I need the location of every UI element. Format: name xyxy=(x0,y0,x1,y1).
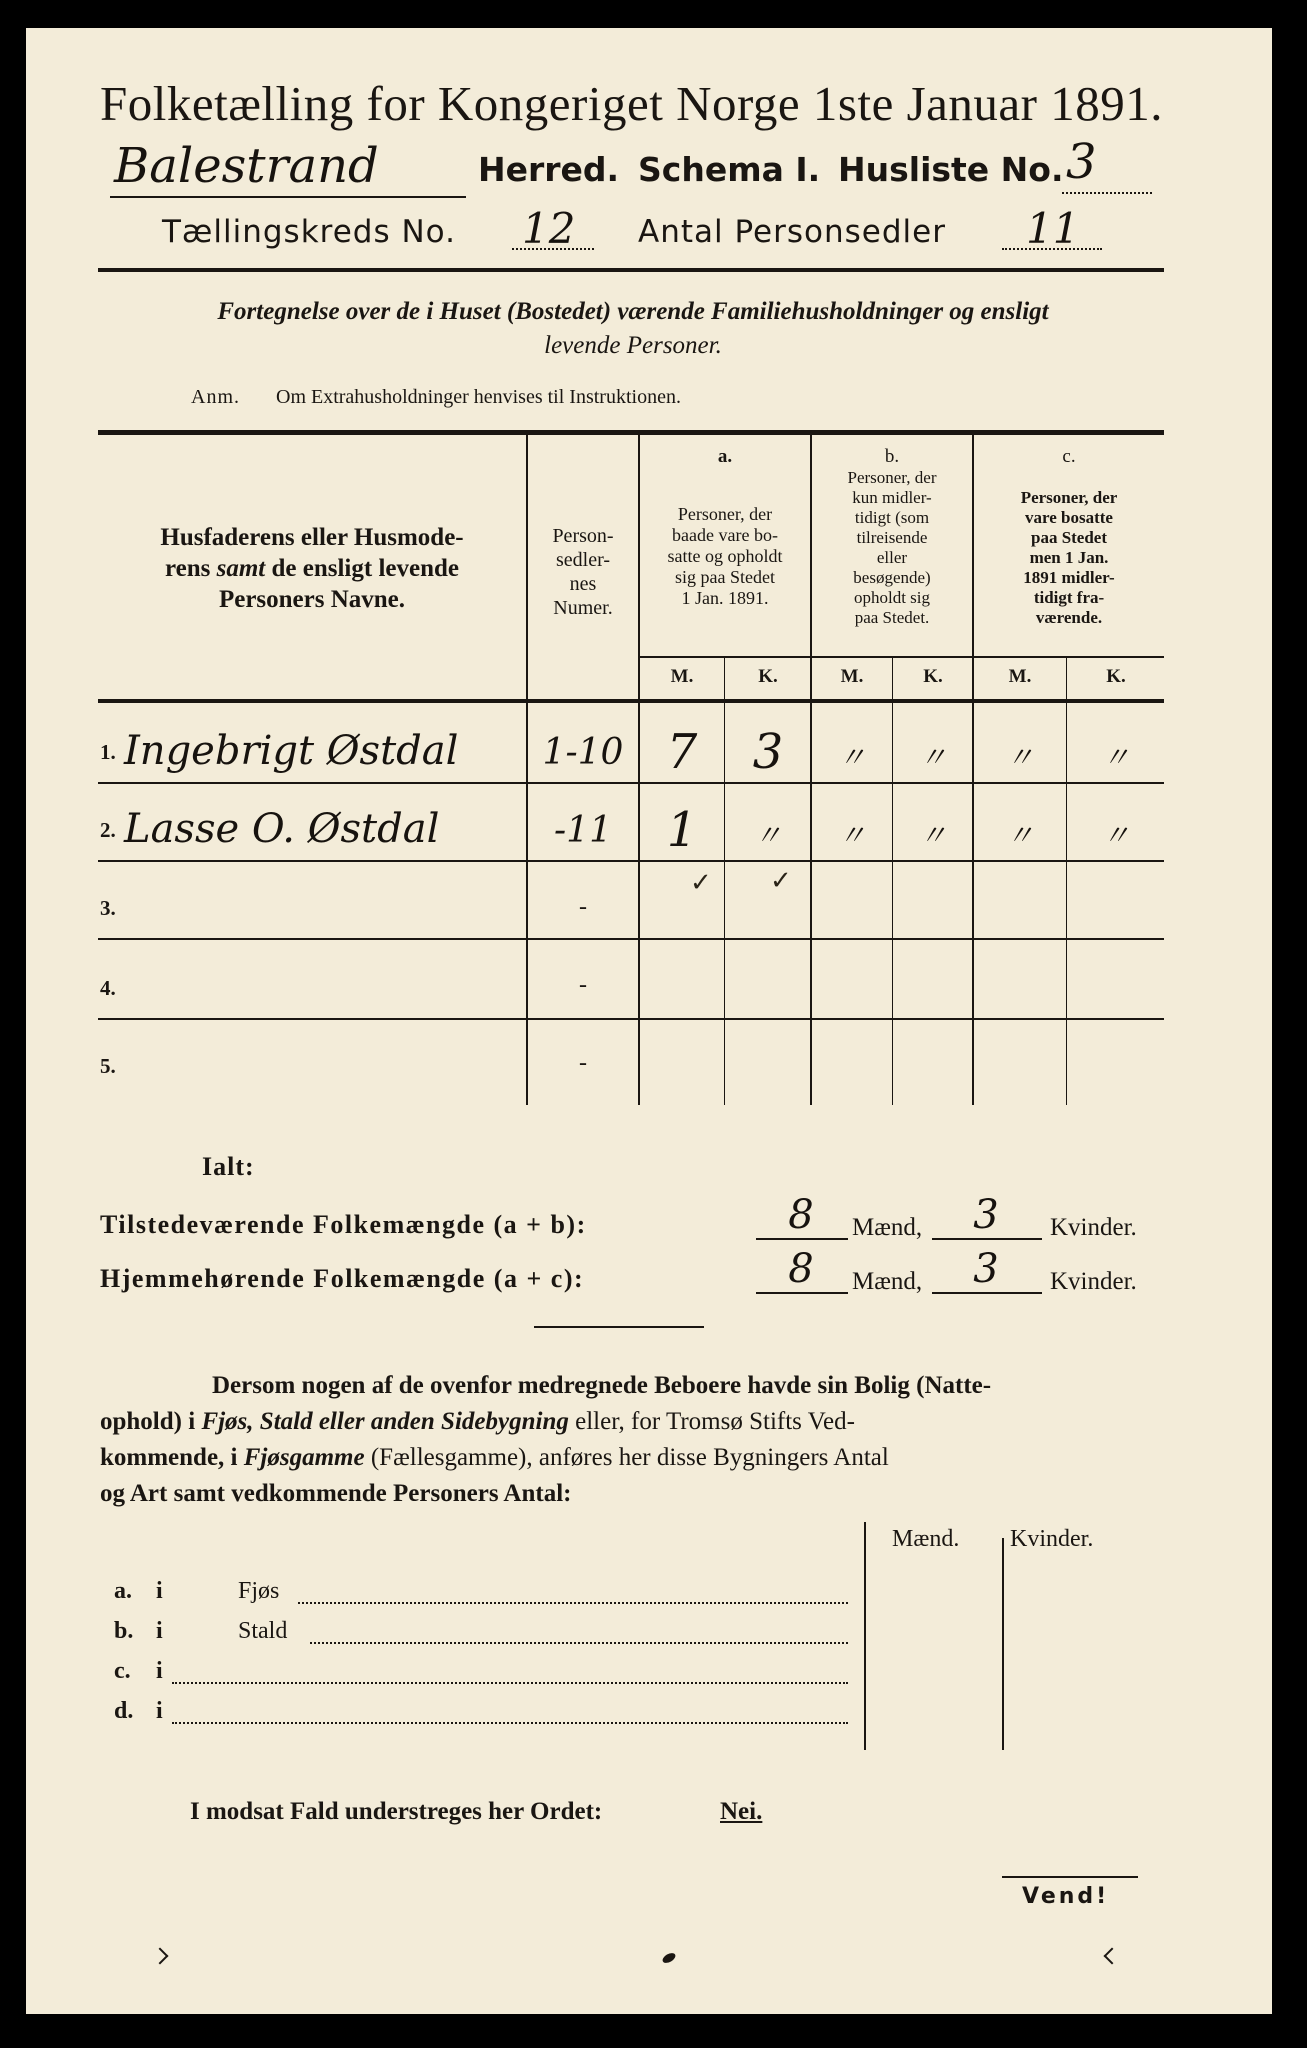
anm-note: Om Extrahusholdninger henvises til Instruktionen. xyxy=(276,386,681,408)
checkmark-a-k: ✓ xyxy=(770,866,792,896)
notice-line-2: ophold) i Fjøs, Stald eller anden Sidebygning eller, for Tromsø Stifts Ved- xyxy=(100,1408,855,1435)
building-maend-header: Mænd. xyxy=(892,1526,960,1552)
hjemme-maend-value: 8 xyxy=(788,1246,814,1292)
intro-line-2: levende Personer. xyxy=(544,332,722,359)
cell-c-m: 〃 xyxy=(1005,741,1034,774)
personsedler-dots xyxy=(1002,248,1102,250)
col-num-header: Person- sedler- nes Numer. xyxy=(552,525,614,619)
col-name-line-3: Personers Navne. xyxy=(218,586,406,613)
hjemme-kvinder-value: 3 xyxy=(973,1246,999,1292)
mk-rule xyxy=(638,656,1164,658)
tilstede-kvinder-line xyxy=(932,1238,1042,1240)
col-b-header: Personer, der kun midler- tidigt (som tilreisende eller besøgende) opholdt sig paa Stedet. xyxy=(847,468,937,627)
building-letter-a: a. xyxy=(114,1578,132,1604)
herred-value: Balestrand xyxy=(114,138,379,194)
form-title: Folketælling for Kongeriget Norge 1ste Januar 1891. xyxy=(100,76,1163,131)
hjemme-maend-line xyxy=(756,1292,848,1294)
col-divider-a-mk xyxy=(724,656,725,1105)
row-number: 5. xyxy=(100,1054,116,1078)
row-person-number: - xyxy=(579,1050,587,1076)
personsedler-label: Antal Personsedler xyxy=(638,214,946,250)
row-name: Lasse O. Østdal xyxy=(124,806,440,852)
col-name-header xyxy=(100,522,524,615)
ialt-label: Ialt: xyxy=(202,1152,255,1181)
cell-a-m: 7 xyxy=(666,724,698,780)
notice-paragraph xyxy=(100,1368,1170,1512)
tilstede-maend-value: 8 xyxy=(788,1192,814,1238)
modsat-text: I modsat Fald understreges her Ordet: xyxy=(190,1798,603,1825)
row-line-4 xyxy=(98,1018,1164,1020)
corner-mark-right xyxy=(1104,1948,1121,1965)
cell-a-k: 3 xyxy=(752,724,784,780)
row-line-1 xyxy=(98,782,1164,784)
b-m-label: M. xyxy=(840,666,864,687)
kreds-value: 12 xyxy=(522,204,576,253)
herred-label: Herred. xyxy=(478,150,620,189)
col-name-line-2: rens samt de ensligt levende xyxy=(165,555,459,582)
col-c-header: Personer, der vare bosatte paa Stedet men 1 Jan. 1891 midler- tidigt fra- værende. xyxy=(1020,488,1118,627)
cell-c-k: 〃 xyxy=(1101,741,1130,774)
schema-label: Schema I. xyxy=(638,150,821,189)
cell-a-k: 〃 xyxy=(753,819,782,852)
row-line-2 xyxy=(98,860,1164,862)
cell-c-k: 〃 xyxy=(1101,819,1130,852)
hjemme-maend-label: Mænd, xyxy=(852,1268,923,1295)
separator-rule xyxy=(534,1326,704,1328)
col-c-letter: c. xyxy=(1062,446,1076,467)
building-i-c: i xyxy=(156,1658,163,1684)
notice-line-1: Dersom nogen af de ovenfor medregnede Beboere havde sin Bolig (Natte- xyxy=(212,1372,992,1399)
col-b-letter: b. xyxy=(884,446,900,467)
row-line-3 xyxy=(98,938,1164,940)
building-col-divider-1 xyxy=(864,1522,866,1750)
col-a-header: Personer, der baade vare bo- satte og opholdt sig paa Stedet 1 Jan. 1891. xyxy=(667,504,783,608)
tilstede-kvinder-value: 3 xyxy=(973,1192,999,1238)
row-person-number: - xyxy=(579,972,587,998)
building-letter-c: c. xyxy=(114,1658,131,1684)
col-divider-c-mk xyxy=(1066,656,1067,1105)
hjemme-kvinder-line xyxy=(932,1292,1042,1294)
husliste-value: 3 xyxy=(1066,134,1097,190)
vend-rule xyxy=(1002,1876,1138,1878)
intro-line-1: Fortegnelse over de i Huset (Bostedet) værende Familiehusholdninger og ensligt xyxy=(217,298,1049,325)
building-i-d: i xyxy=(156,1698,163,1724)
vend-text: Vend! xyxy=(1022,1884,1110,1909)
building-letter-b: b. xyxy=(114,1618,134,1644)
table-top-rule xyxy=(98,430,1164,435)
nei-word: Nei. xyxy=(720,1798,763,1825)
building-i-b: i xyxy=(156,1618,163,1644)
cell-b-k: 〃 xyxy=(918,819,947,852)
a-k-label: K. xyxy=(758,666,778,687)
b-k-label: K. xyxy=(923,666,943,687)
tilstede-label: Tilstedeværende Folkemængde (a + b): xyxy=(100,1210,587,1239)
col-a-letter: a. xyxy=(717,446,733,467)
personsedler-value: 11 xyxy=(1026,204,1080,253)
kreds-label: Tællingskreds No. xyxy=(162,214,456,250)
building-kvinder-header: Kvinder. xyxy=(1010,1526,1094,1552)
notice-line-3: kommende, i Fjøsgamme (Fællesgamme), anføres her disse Bygningers Antal xyxy=(100,1444,889,1471)
notice-line-4: og Art samt vedkommende Personers Antal: xyxy=(100,1480,572,1507)
row-person-number: - xyxy=(579,894,587,920)
building-i-a: i xyxy=(156,1578,163,1604)
row-person-number: 1-10 xyxy=(542,732,624,773)
building-col-divider-2 xyxy=(1002,1538,1004,1750)
building-label-stald: Stald xyxy=(238,1618,288,1644)
col-name-line-1: Husfaderens eller Husmode- xyxy=(160,524,464,551)
building-dots-a xyxy=(298,1602,848,1604)
row-person-number: -11 xyxy=(554,810,612,851)
col-divider-b-mk xyxy=(892,656,893,1105)
table-header-rule xyxy=(98,699,1164,703)
a-m-label: M. xyxy=(670,666,694,687)
row-number: 2. xyxy=(100,818,116,842)
row-number: 1. xyxy=(100,740,116,764)
c-k-label: K. xyxy=(1106,666,1126,687)
corner-mark-center xyxy=(661,1951,677,1965)
herred-underline xyxy=(110,196,466,198)
tilstede-kvinder-label: Kvinder. xyxy=(1050,1214,1137,1241)
census-form xyxy=(26,28,1272,2014)
row-number: 4. xyxy=(100,976,116,1000)
row-name: Ingebrigt Østdal xyxy=(124,728,459,774)
husliste-dots xyxy=(1062,192,1152,194)
cell-c-m: 〃 xyxy=(1005,819,1034,852)
cell-b-k: 〃 xyxy=(918,741,947,774)
cell-a-m: 1 xyxy=(666,802,698,858)
corner-mark-left xyxy=(152,1948,169,1965)
building-label-fjos: Fjøs xyxy=(238,1578,280,1604)
tilstede-maend-label: Mænd, xyxy=(852,1214,923,1241)
building-dots-b xyxy=(310,1642,848,1644)
tilstede-maend-line xyxy=(756,1238,848,1240)
hjemme-kvinder-label: Kvinder. xyxy=(1050,1268,1137,1295)
checkmark-a-m: ✓ xyxy=(690,868,712,898)
header-rule xyxy=(98,268,1164,272)
c-m-label: M. xyxy=(1008,666,1032,687)
building-dots-c xyxy=(172,1682,848,1684)
building-dots-d xyxy=(172,1722,848,1724)
row-number: 3. xyxy=(100,896,116,920)
cell-b-m: 〃 xyxy=(837,741,866,774)
hjemme-label: Hjemmehørende Folkemængde (a + c): xyxy=(100,1264,585,1293)
cell-b-m: 〃 xyxy=(837,819,866,852)
building-letter-d: d. xyxy=(114,1698,134,1724)
kreds-dots xyxy=(512,248,594,250)
anm-label: Anm. xyxy=(191,386,240,408)
husliste-label: Husliste No. xyxy=(838,150,1064,189)
